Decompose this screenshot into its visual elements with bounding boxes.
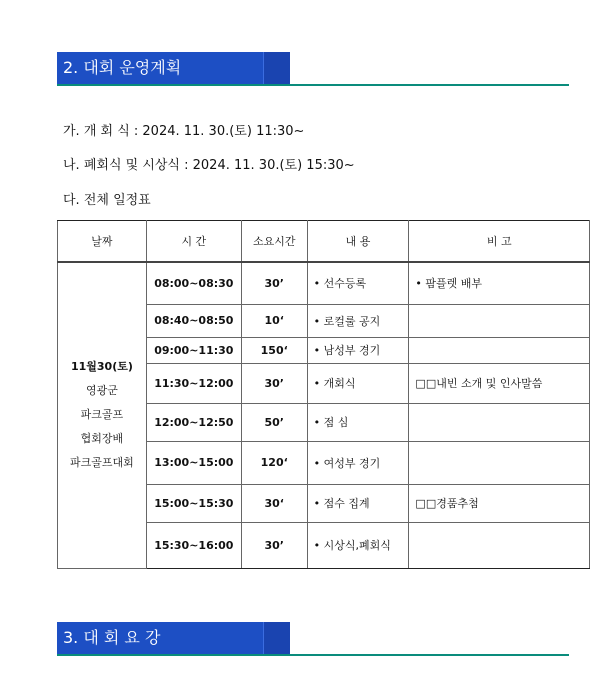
closing-ceremony-line: 나. 폐회식 및 시상식 : 2024. 11. 30.(토) 15:30~ [63, 158, 355, 173]
section-3-accent [263, 622, 290, 654]
date-line: 협회장배 [80, 432, 124, 446]
content-cell: • 점수 집계 [307, 484, 409, 522]
table-row [58, 262, 590, 304]
header-duration: 소요시간 [241, 221, 307, 263]
content-cell: • 개회식 [307, 363, 409, 403]
opening-ceremony-line: 가. 개 회 식 : 2024. 11. 30.(토) 11:30~ [63, 124, 305, 139]
content-cell: • 시상식,폐회식 [307, 522, 409, 568]
header-time: 시 간 [146, 221, 241, 263]
duration-cell: 10‘ [241, 304, 307, 337]
date-line: 영광군 [85, 384, 118, 398]
date-line: 파크골프 [80, 408, 124, 422]
duration-cell: 150‘ [241, 337, 307, 363]
section-2-title: 2. 대회 운영계획 [57, 52, 285, 84]
time-cell: 09:00~11:30 [146, 337, 241, 363]
note-cell [409, 403, 590, 441]
table-header-row [58, 221, 590, 263]
duration-cell: 120‘ [241, 441, 307, 484]
note-cell [409, 522, 590, 568]
header-date: 날짜 [58, 221, 147, 263]
note-cell: □□경품추첨 [409, 484, 590, 522]
duration-cell: 30’ [241, 363, 307, 403]
section-3-header [57, 622, 569, 656]
content-cell: • 점 심 [307, 403, 409, 441]
time-cell: 11:30~12:00 [146, 363, 241, 403]
time-cell: 15:30~16:00 [146, 522, 241, 568]
content-cell: • 여성부 경기 [307, 441, 409, 484]
time-cell: 12:00~12:50 [146, 403, 241, 441]
time-cell: 08:40~08:50 [146, 304, 241, 337]
note-cell [409, 337, 590, 363]
section-3-rule [57, 654, 569, 656]
section-2-rule [57, 84, 569, 86]
duration-cell: 30’ [241, 262, 307, 304]
schedule-table [57, 220, 590, 569]
time-cell: 13:00~15:00 [146, 441, 241, 484]
time-cell: 15:00~15:30 [146, 484, 241, 522]
date-line: 11월30(토) [70, 360, 133, 374]
section-2-header [57, 52, 569, 86]
note-cell [409, 441, 590, 484]
duration-cell: 30‘ [241, 484, 307, 522]
note-cell: □□내빈 소개 및 인사말씀 [409, 363, 590, 403]
header-note: 비 고 [409, 221, 590, 263]
section-3-title: 3. 대 회 요 강 [57, 622, 285, 654]
duration-cell: 50’ [241, 403, 307, 441]
time-cell: 08:00~08:30 [146, 262, 241, 304]
duration-cell: 30’ [241, 522, 307, 568]
schedule-heading: 다. 전체 일정표 [63, 193, 151, 208]
note-cell [409, 304, 590, 337]
date-line: 파크골프대회 [70, 456, 134, 470]
content-cell: • 로컬룰 공지 [307, 304, 409, 337]
header-content: 내 용 [307, 221, 409, 263]
note-cell: • 팜플렛 배부 [409, 262, 590, 304]
date-cell [58, 262, 147, 568]
content-cell: • 선수등록 [307, 262, 409, 304]
content-cell: • 남성부 경기 [307, 337, 409, 363]
section-2-accent [263, 52, 290, 84]
